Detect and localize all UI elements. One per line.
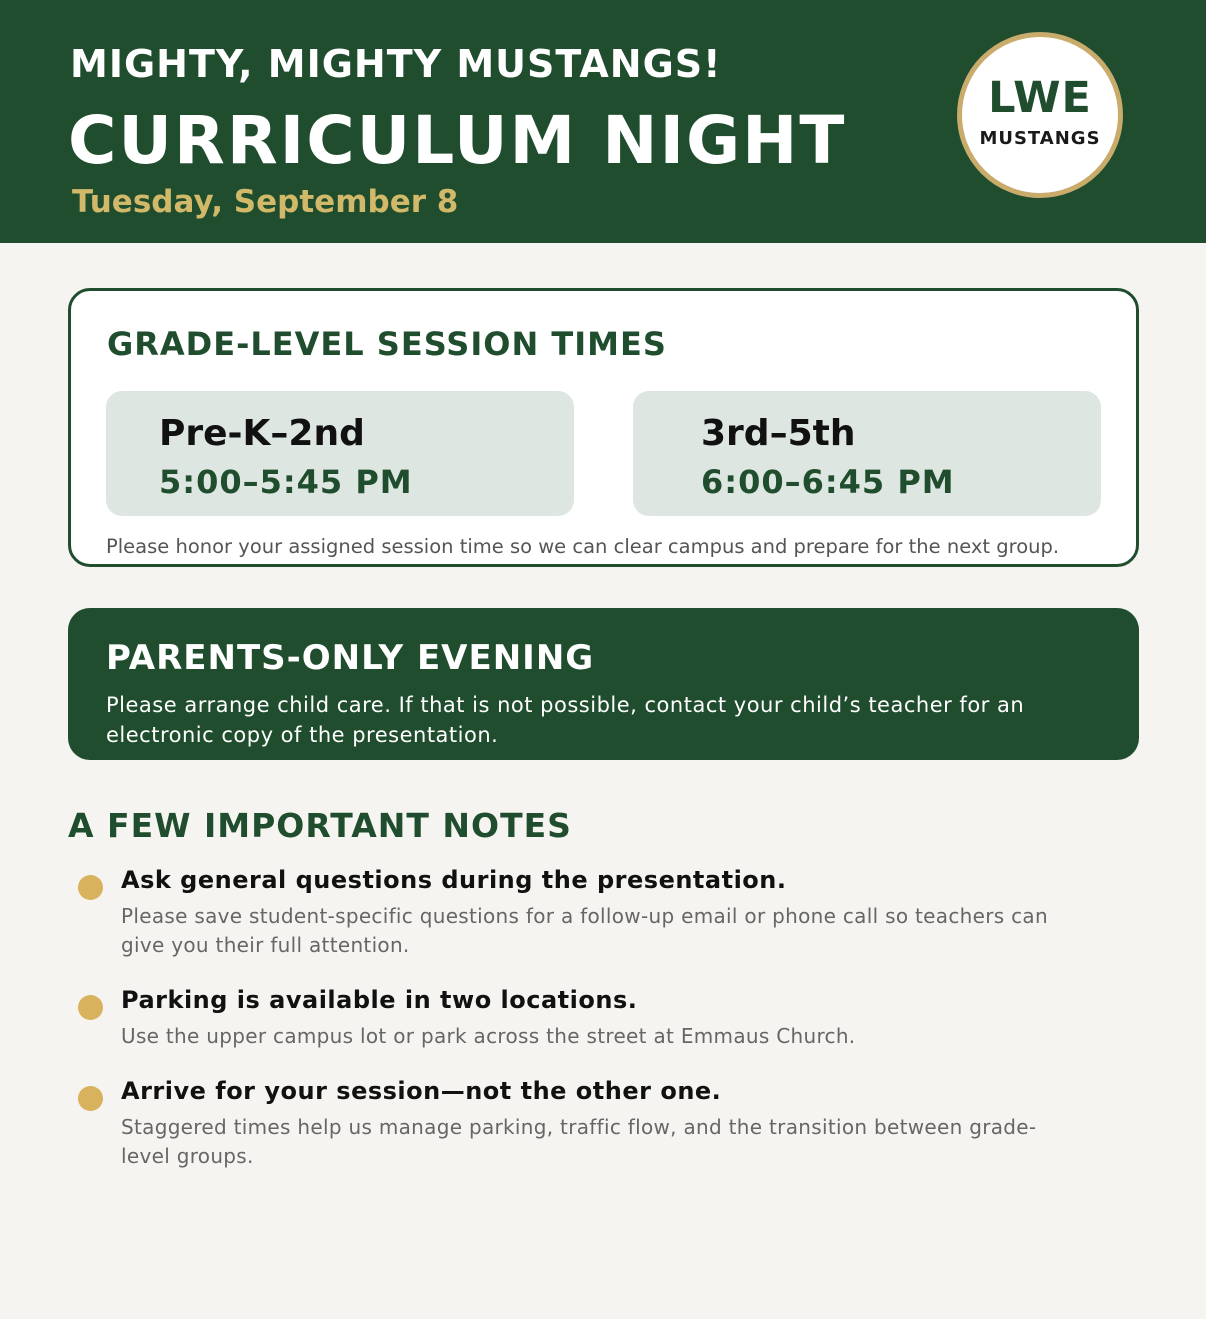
session-times-card — [68, 288, 1139, 567]
event-date: Tuesday, September 8 — [72, 184, 459, 220]
logo-sub-text: MUSTANGS — [979, 128, 1101, 149]
header-banner — [0, 0, 1206, 243]
slot-grade-label: 3rd–5th — [701, 413, 856, 454]
notes-heading: A FEW IMPORTANT NOTES — [68, 806, 572, 845]
slot-time: 5:00–5:45 PM — [159, 463, 413, 501]
bullet-dot-icon — [78, 995, 103, 1020]
slot-grade-label: Pre-K–2nd — [159, 413, 365, 454]
note-title: Arrive for your session—not the other one. — [121, 1077, 722, 1105]
parents-only-heading: PARENTS-ONLY EVENING — [106, 638, 595, 678]
header-kicker: MIGHTY, MIGHTY MUSTANGS! — [70, 42, 722, 86]
note-title: Ask general questions during the presentation. — [121, 866, 787, 894]
note-title: Parking is available in two locations. — [121, 986, 638, 1014]
page-title: CURRICULUM NIGHT — [68, 102, 847, 179]
parents-only-text: Please arrange child care. If that is not possible, contact your child’s teacher for an electronic copy of the presentation. — [106, 693, 1025, 747]
session-times-heading: GRADE-LEVEL SESSION TIMES — [107, 325, 667, 363]
slot-time: 6:00–6:45 PM — [701, 463, 955, 501]
note-body: Staggered times help us manage parking, traffic flow, and the transition between grade-level groups. — [121, 1115, 1037, 1168]
bullet-dot-icon — [78, 1086, 103, 1111]
bullet-dot-icon — [78, 875, 103, 900]
parents-only-banner — [68, 608, 1139, 760]
session-slot-3rd-5th — [633, 391, 1101, 516]
logo-main-text: LWE — [988, 73, 1092, 123]
note-body: Please save student-specific questions for a follow-up email or phone call so teachers can give you their full attention. — [121, 904, 1048, 957]
school-logo — [957, 32, 1123, 198]
session-slot-prek-2nd — [106, 391, 574, 516]
note-body: Use the upper campus lot or park across the street at Emmaus Church. — [121, 1024, 856, 1048]
session-note: Please honor your assigned session time so we can clear campus and prepare for the next group. — [106, 535, 1060, 558]
